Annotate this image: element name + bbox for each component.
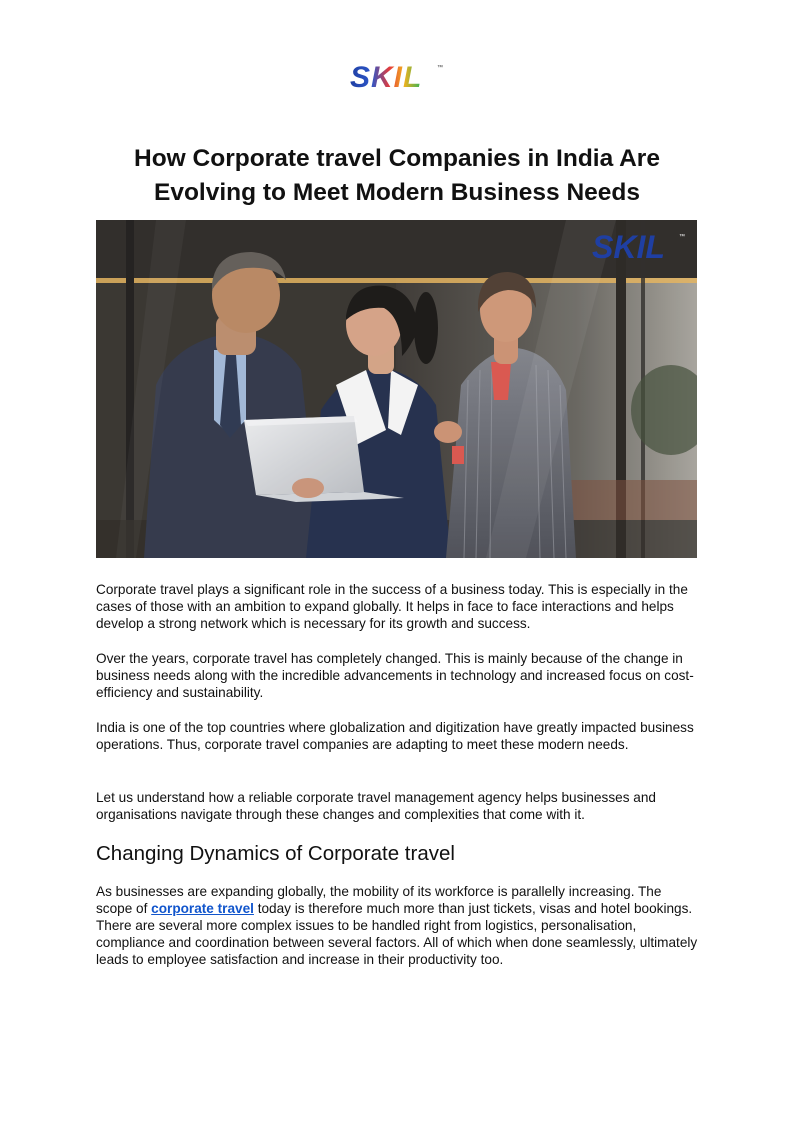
skil-logo-text: SKIL: [350, 61, 423, 94]
section-text-before-link: As businesses are expanding globally, the mobility of its workforce is parallelly increasing. The scope of: [96, 884, 662, 916]
section-paragraph: [96, 883, 700, 968]
page-title-line-2: Evolving to Meet Modern Business Needs: [153, 179, 641, 206]
corporate-travel-link[interactable]: corporate travel: [151, 901, 254, 916]
skil-logo: [350, 62, 445, 94]
paragraph-1: Corporate travel plays a significant role in the success of a business today. This is especially in the cases of those with an ambition to expand globally. It helps in face to face interactions and helps develop a strong network which is necessary for its growth and success.: [96, 582, 688, 631]
paragraph-2: Over the years, corporate travel has completely changed. This is mainly because of the change in business needs along with the incredible advancements in technology and increased focus on cost-efficiency and sustainability.: [96, 651, 694, 700]
hero-trademark-mark: ™: [679, 234, 685, 240]
hero-logo-text: SKIL: [592, 229, 665, 265]
trademark-mark: ™: [437, 65, 443, 71]
paragraph-4: Let us understand how a reliable corporate travel management agency helps businesses and organisations navigate through these changes and complexities that come with it.: [96, 790, 656, 822]
business-meeting-illustration: [96, 220, 697, 558]
hero-image: [96, 220, 697, 558]
page-title-line-1: How Corporate travel Companies in India Are: [134, 145, 660, 172]
section-text-after-link: today is therefore much more than just tickets, visas and hotel bookings. There are several more complex issues to be handled right from logistics, personalisation, compliance and coordination between several factors. All of which when done seamlessly, ultimately leads to employee satisfaction and increase in their productivity too.: [96, 901, 698, 967]
page-title: [96, 142, 698, 210]
section-heading: Changing Dynamics of Corporate travel: [96, 842, 455, 865]
paragraph-3: India is one of the top countries where globalization and digitization have greatly impacted business operations. Thus, corporate travel companies are adapting to meet these modern needs.: [96, 720, 694, 752]
